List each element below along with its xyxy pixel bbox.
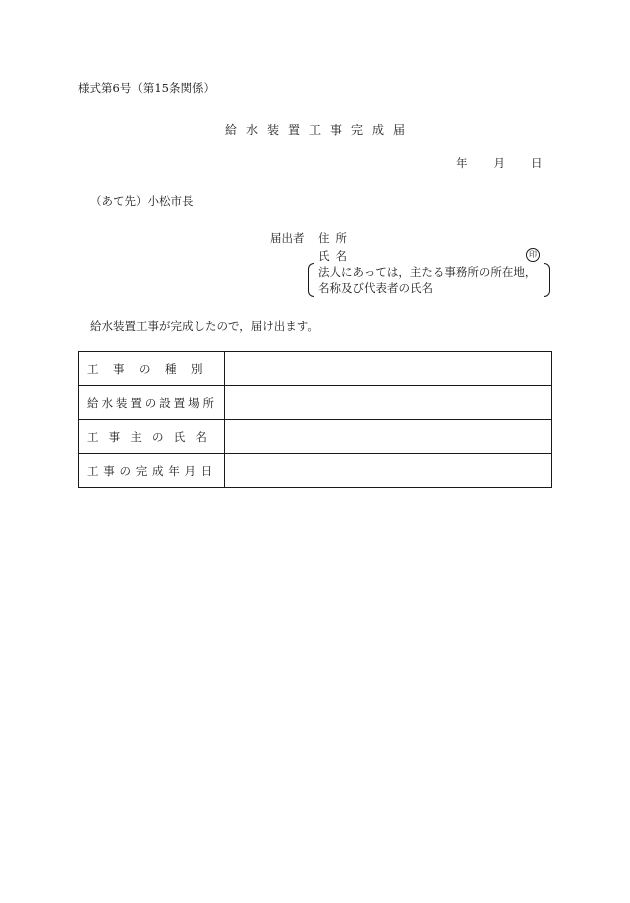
date-year: 年 [456,156,468,170]
note-line-1: 法人にあっては，主たる事務所の所在地， [318,265,537,279]
row-label: 給 水 装 置 の 設 置 場 所 [87,395,214,410]
row-label: 工 事 の 完 成 年 月 日 [87,463,213,478]
row-value-field[interactable] [225,454,552,488]
document-title: 給水装置工事完成届 [224,123,414,137]
row-label-cell [79,420,225,454]
address-label: 住所 [318,231,353,245]
seal-mark: 印 [526,248,540,262]
table-row [79,386,552,420]
notifier-label: 届出者 [270,231,305,245]
corporation-note [308,263,550,297]
row-label: 工 事 主 の 氏 名 [87,429,207,444]
date-line [456,155,543,171]
bracket-left [308,263,314,297]
date-day: 日 [531,156,543,170]
recipient: （あて先）小松市長 [90,194,194,208]
table-row [79,420,552,454]
bracket-right [544,263,550,297]
form-table [78,351,552,488]
table-row [79,352,552,386]
row-value-field[interactable] [225,352,552,386]
row-label-cell [79,386,225,420]
statement: 給水装置工事が完成したので，届け出ます。 [90,319,319,333]
row-value-field[interactable] [225,420,552,454]
date-month: 月 [493,156,505,170]
row-label-cell [79,454,225,488]
note-line-2: 名称及び代表者の氏名 [318,281,433,295]
row-label: 工 事 の 種 別 [87,361,203,376]
name-label: 氏名 [318,249,353,263]
row-label-cell [79,352,225,386]
form-number: 様式第6号（第15条関係） [78,81,215,95]
row-value-field[interactable] [225,386,552,420]
table-row [79,454,552,488]
